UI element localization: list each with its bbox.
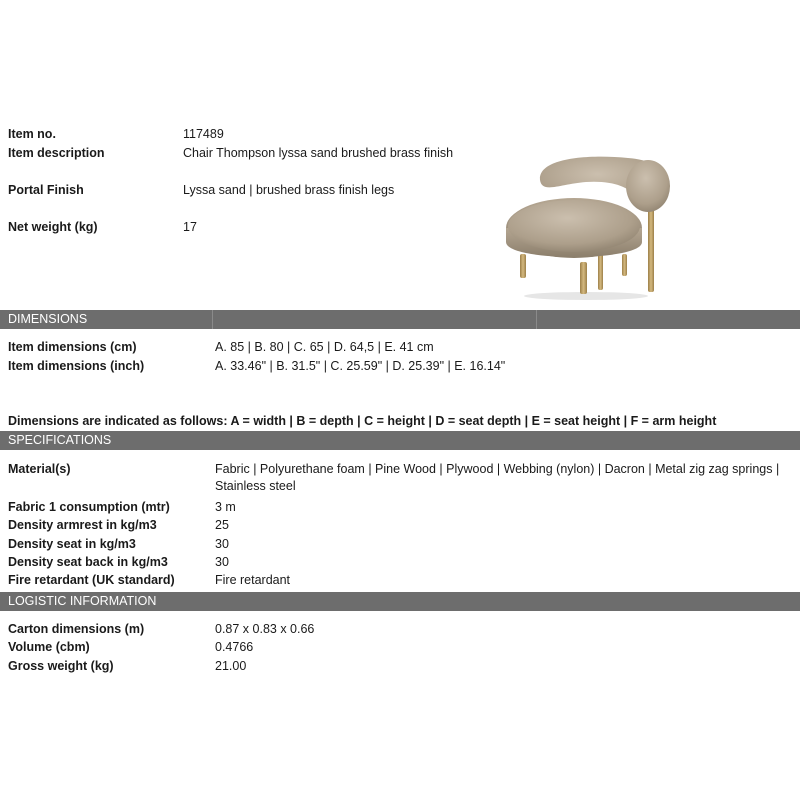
volume-label: Volume (cbm) [8,640,90,654]
material-label: Material(s) [8,462,71,476]
bar-divider [212,310,213,329]
dim-inch-value: A. 33.46" | B. 31.5" | C. 25.59" | D. 25.39" | E. 16.14" [215,359,506,373]
density-armrest-label: Density armrest in kg/m3 [8,518,157,532]
specifications-section-header [0,431,800,450]
fire-retardant-label: Fire retardant (UK standard) [8,573,175,587]
dim-inch-label: Item dimensions (inch) [8,359,145,373]
item-description-value: Chair Thompson lyssa sand brushed brass finish [183,146,454,160]
logistic-title: LOGISTIC INFORMATION [8,594,157,608]
dimensions-note: Dimensions are indicated as follows: A = width | B = depth | C = height | D = seat depth | E = seat height | F = arm height [8,414,717,428]
density-seat-back-value: 30 [215,555,229,569]
carton-dimensions-value: 0.87 x 0.83 x 0.66 [215,622,315,636]
density-armrest-value: 25 [215,518,229,532]
item-no-label: Item no. [8,127,56,141]
density-seat-back-label: Density seat back in kg/m3 [8,555,168,569]
gross-weight-label: Gross weight (kg) [8,659,114,673]
density-seat-label: Density seat in kg/m3 [8,537,136,551]
material-value-line1: Fabric | Polyurethane foam | Pine Wood | Plywood | Webbing (nylon) | Dacron | Metal zig zag springs | [215,462,780,476]
volume-value: 0.4766 [215,640,254,654]
fire-retardant-value: Fire retardant [215,573,291,587]
item-description-label: Item description [8,146,105,160]
dim-cm-value: A. 85 | B. 80 | C. 65 | D. 64,5 | E. 41 cm [215,340,434,354]
chair-photo [498,150,674,302]
carton-dimensions-label: Carton dimensions (m) [8,622,145,636]
bar-divider [536,310,537,329]
portal-finish-label: Portal Finish [8,183,84,197]
logistic-section-header [0,592,800,611]
density-seat-value: 30 [215,537,229,551]
dim-cm-label: Item dimensions (cm) [8,340,137,354]
item-no-value: 117489 [183,127,224,141]
net-weight-label: Net weight (kg) [8,220,98,234]
fabric-consumption-value: 3 m [215,500,236,514]
material-value-line2: Stainless steel [215,479,296,493]
dimensions-section-header [0,310,800,329]
gross-weight-value: 21.00 [215,659,247,673]
dimensions-title: DIMENSIONS [8,312,88,326]
fabric-consumption-label: Fabric 1 consumption (mtr) [8,500,170,514]
net-weight-value: 17 [183,220,197,234]
portal-finish-value: Lyssa sand | brushed brass finish legs [183,183,395,197]
specifications-title: SPECIFICATIONS [8,433,112,447]
